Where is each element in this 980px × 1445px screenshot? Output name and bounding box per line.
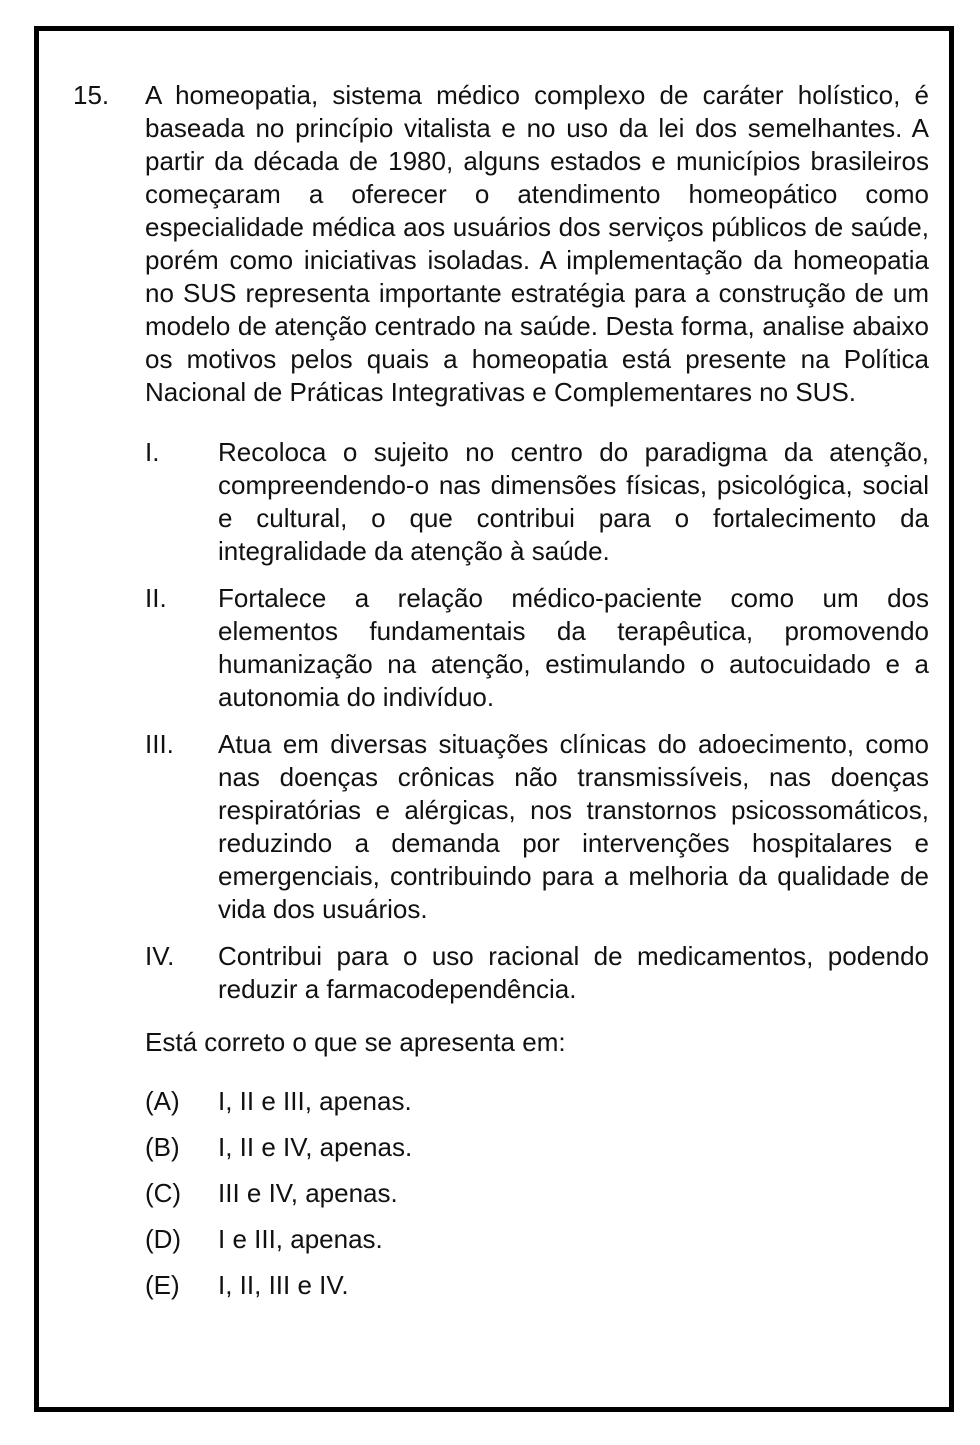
option-c[interactable] [145, 1177, 929, 1223]
answer-options [145, 1085, 929, 1315]
option-letter: (A) [145, 1086, 180, 1116]
answer-prompt: Está correto o que se apresenta em: [145, 1027, 566, 1057]
statement-text: Fortalece a relação médico-paciente como um dos elementos fundamentais da terapêutica, promovendo humanização na atenção, estimulando o autocuidado e a autonomia do indivíduo. [218, 583, 929, 712]
option-text: I, II e IV, apenas. [218, 1132, 413, 1162]
option-letter: (B) [145, 1132, 180, 1162]
statement-number: II. [145, 583, 167, 613]
statement-item-iii [145, 728, 929, 926]
question-header [73, 79, 929, 1315]
option-e[interactable] [145, 1269, 929, 1315]
option-d[interactable] [145, 1223, 929, 1269]
option-b[interactable] [145, 1131, 929, 1177]
question-border-frame [34, 26, 954, 1412]
option-text: I, II e III, apenas. [218, 1086, 412, 1116]
statement-number: I. [145, 437, 160, 467]
option-text: I, II, III e IV. [218, 1270, 349, 1300]
option-a[interactable] [145, 1085, 929, 1131]
statement-item-i [145, 436, 929, 568]
statement-number: III. [145, 729, 174, 759]
question-body [145, 79, 929, 1315]
option-text: I e III, apenas. [218, 1224, 383, 1254]
statement-text: Atua em diversas situações clínicas do adoecimento, como nas doenças crônicas não transmissíveis, nas doenças respiratórias e alérgicas, nos transtornos psicossomáticos, reduzindo a demanda por intervenções hospitalares e emergenciais, contribuindo para a melhoria da qualidade de vida dos usuários. [218, 729, 929, 924]
statement-number: IV. [145, 941, 175, 971]
question-stem: A homeopatia, sistema médico complexo de caráter holístico, é baseada no princípio vitalista e no uso da lei dos semelhantes. A partir da década de 1980, alguns estados e municípios brasileiros começaram a oferecer o atendimento homeopático como especialidade médica aos usuários dos serviços públicos de saúde, porém como iniciativas isoladas. A implementação da homeopatia no SUS representa importante estratégia para a construção de um modelo de atenção centrado na saúde. Desta forma, analise abaixo os motivos pelos quais a homeopatia está presente na Política Nacional de Práticas Integrativas e Complementares no SUS. [145, 80, 929, 407]
option-letter: (D) [145, 1224, 182, 1254]
option-letter: (E) [145, 1270, 180, 1300]
option-letter: (C) [145, 1178, 182, 1208]
statement-item-ii [145, 582, 929, 714]
question-number: 15. [73, 80, 110, 110]
statement-list [145, 436, 929, 1006]
question-block [73, 79, 929, 1315]
statement-text: Recoloca o sujeito no centro do paradigma da atenção, compreendendo-o nas dimensões físicas, psicológica, social e cultural, o que contribui para o fortalecimento da integralidade da atenção à saúde. [218, 437, 929, 566]
statement-item-iv [145, 940, 929, 1006]
option-text: III e IV, apenas. [218, 1178, 398, 1208]
statement-text: Contribui para o uso racional de medicamentos, podendo reduzir a farmacodependência. [218, 941, 929, 1004]
